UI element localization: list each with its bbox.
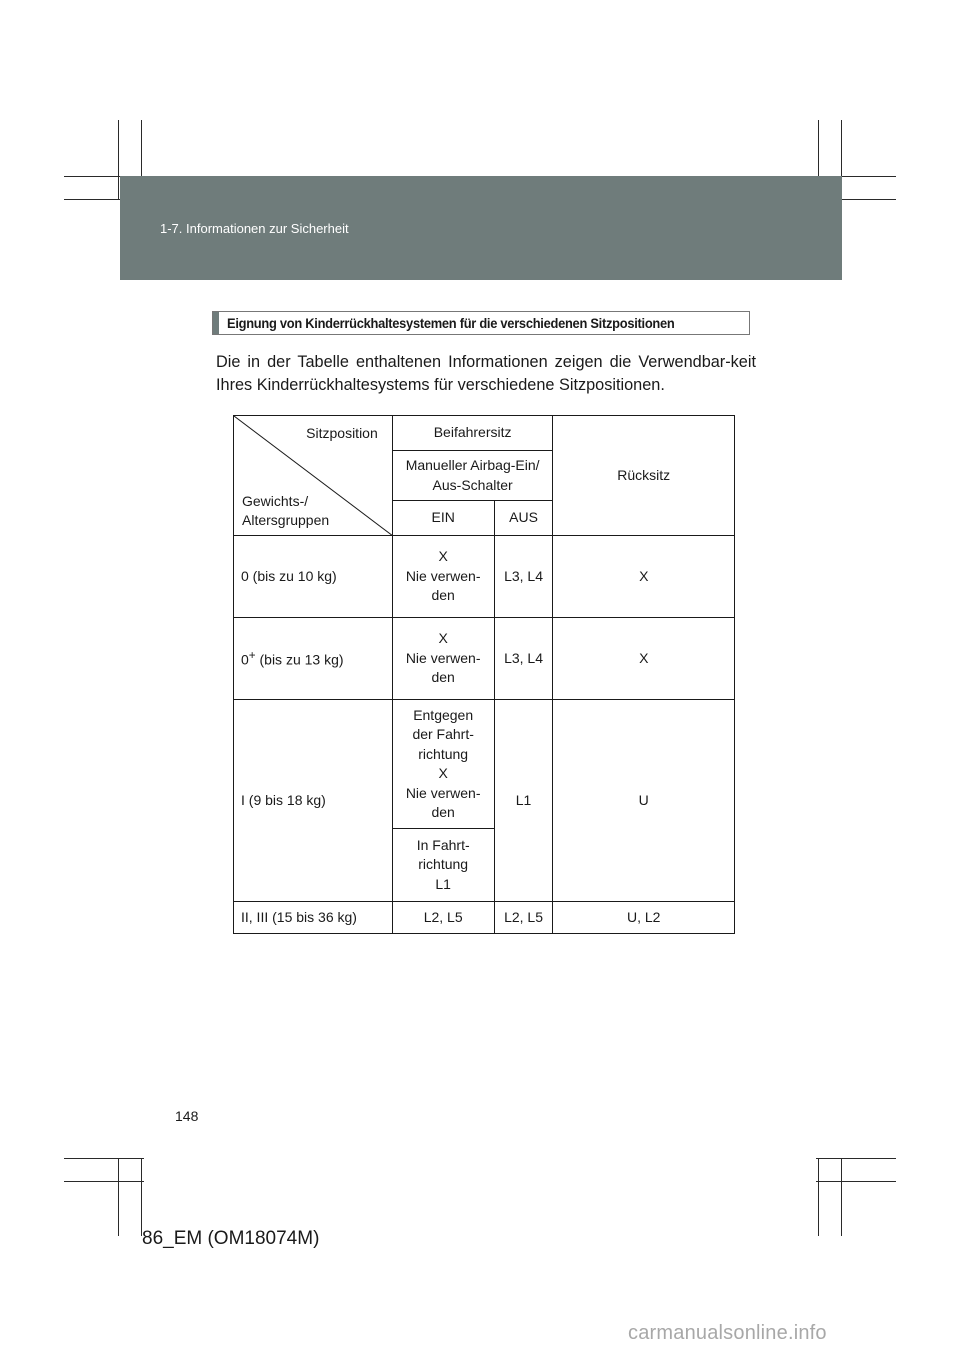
on-cell: X Nie verwen- den: [392, 536, 494, 618]
on-cell-forward-facing: In Fahrt- richtung L1: [392, 829, 494, 902]
crop-mark: [64, 1158, 144, 1159]
crop-mark: [118, 1158, 119, 1236]
crop-mark: [841, 1158, 842, 1236]
on-cell-rear-facing: Entgegen der Fahrt- richtung X Nie verwen- den: [392, 700, 494, 829]
off-cell: L3, L4: [494, 618, 553, 700]
subheading-box: [212, 311, 750, 335]
off-cell: L1: [494, 700, 553, 902]
subheading: Eignung von Kinderrückhaltesystemen für die verschiedenen Sitzpositionen: [227, 315, 675, 331]
table-row: [234, 536, 735, 618]
table-row: [234, 902, 735, 934]
section-label: 1-7. Informationen zur Sicherheit: [160, 221, 349, 236]
header-off: AUS: [494, 501, 553, 536]
rear-cell: U, L2: [553, 902, 735, 934]
header-on: EIN: [392, 501, 494, 536]
header-passenger-seat: Beifahrersitz: [392, 416, 553, 451]
group-cell: 0 (bis zu 10 kg): [234, 536, 393, 618]
watermark: carmanualsonline.info: [628, 1322, 827, 1344]
off-cell: L3, L4: [494, 536, 553, 618]
rear-cell: U: [553, 700, 735, 902]
table-corner-cell: [234, 416, 393, 536]
on-cell: L2, L5: [392, 902, 494, 934]
rear-cell: X: [553, 536, 735, 618]
table-row: [234, 618, 735, 700]
intro-paragraph: Die in der Tabelle enthaltenen Informationen zeigen die Verwendbar-keit Ihres Kinderrückhaltesystems für verschiedene Sitzpositionen.: [216, 353, 756, 394]
footer-code: 86_EM (OM18074M): [142, 1228, 320, 1249]
crop-mark: [141, 1158, 142, 1236]
crop-mark: [816, 1158, 896, 1159]
crop-mark: [818, 1158, 819, 1236]
off-cell: L2, L5: [494, 902, 553, 934]
crop-mark: [118, 120, 119, 200]
suitability-table: [233, 415, 735, 934]
header-rear-seat: Rücksitz: [553, 416, 735, 536]
table-row: [234, 700, 735, 829]
crop-mark: [816, 1181, 896, 1182]
on-cell: X Nie verwen- den: [392, 618, 494, 700]
corner-group-label: Gewichts-/ Altersgruppen: [242, 493, 330, 528]
rear-cell: X: [553, 618, 735, 700]
group-cell: 0+ (bis zu 13 kg): [234, 618, 393, 700]
crop-mark: [64, 1181, 144, 1182]
group-cell: II, III (15 bis 36 kg): [234, 902, 393, 934]
header-airbag-switch: Manueller Airbag-Ein/ Aus-Schalter: [392, 451, 553, 501]
subheading-accent: [213, 312, 219, 334]
page-number: 148: [175, 1108, 199, 1124]
corner-seat-label: Sitzposition: [306, 425, 378, 441]
group-cell: I (9 bis 18 kg): [234, 700, 393, 902]
